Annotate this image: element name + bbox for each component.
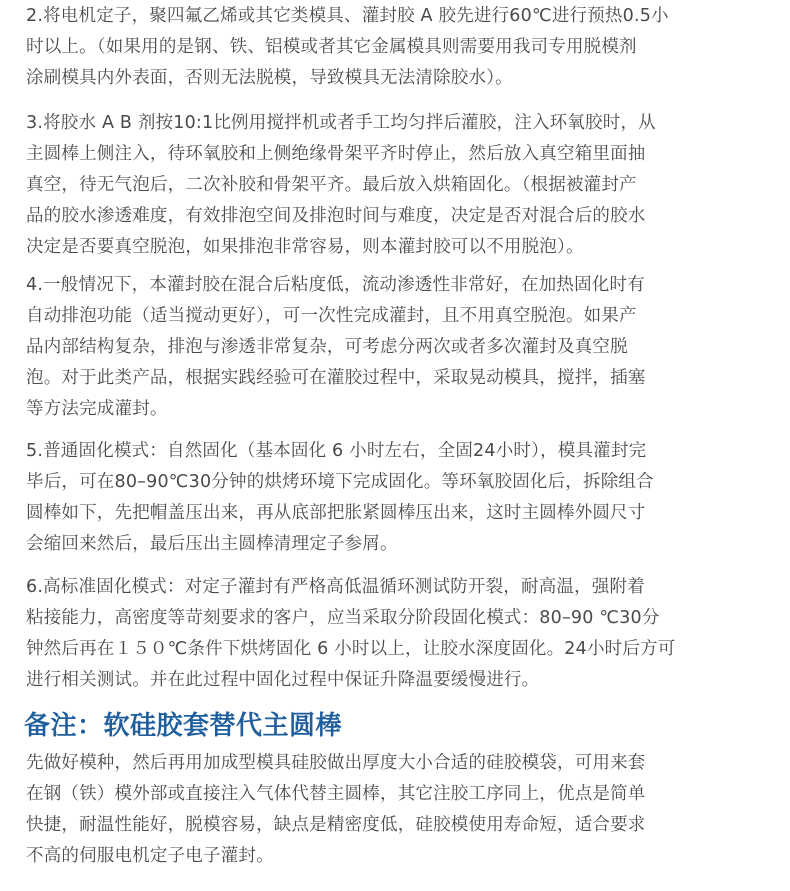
paragraph-step-5 xyxy=(26,436,771,560)
text-line: 主圆棒上侧注入，待环氧胶和上侧绝缘骨架平齐时停止，然后放入真空箱里面抽 xyxy=(26,144,646,164)
text-line: 进行相关测试。并在此过程中固化过程中保证升降温要缓慢进行。 xyxy=(26,670,540,690)
text-line: 圆棒如下，先把帽盖压出来，再从底部把胀紧圆棒压出来，这时主圆棒外圆尺寸 xyxy=(26,503,646,523)
text-line: 钟然后再在１５０℃条件下烘烤固化 6 小时以上，让胶水深度固化。24小时后方可 xyxy=(26,639,676,659)
text-line: 自动排泡功能（适当搅动更好），可一次性完成灌封，且不用真空脱泡。如果产 xyxy=(26,306,637,326)
text-line: 会缩回来然后，最后压出主圆棒清理定子参屑。 xyxy=(26,534,398,554)
text-line: 真空，待无气泡后，二次补胶和骨架平齐。最后放入烘箱固化。（根据被灌封产 xyxy=(26,175,637,195)
text-line: 品内部结构复杂，排泡与渗透非常复杂，可考虑分两次或者多次灌封及真空脱 xyxy=(26,337,628,357)
text-line: 快捷，耐温性能好，脱模容易，缺点是精密度低，硅胶模使用寿命短，适合要求 xyxy=(26,815,646,835)
text-line: 不高的伺服电机定子电子灌封。 xyxy=(26,846,274,866)
note-paragraph xyxy=(26,748,771,872)
paragraph-step-6 xyxy=(26,572,771,696)
paragraph-step-4 xyxy=(26,270,771,425)
text-line: 时以上。（如果用的是钢、铁、铝模或者其它金属模具则需要用我司专用脱模剂 xyxy=(26,37,637,57)
text-line: 在钢（铁）模外部或直接注入气体代替主圆棒，其它注胶工序同上，优点是简单 xyxy=(26,784,646,804)
text-line: 涂刷模具内外表面，否则无法脱模，导致模具无法清除胶水）。 xyxy=(26,68,513,88)
note-heading: 备注：软硅胶套替代主圆棒 xyxy=(24,711,343,741)
text-line: 品的胶水渗透难度，有效排泡空间及排泡时间与难度，决定是否对混合后的胶水 xyxy=(26,206,646,226)
text-line: 5.普通固化模式：自然固化（基本固化 6 小时左右，全固24小时），模具灌封完 xyxy=(26,441,647,461)
paragraph-step-3 xyxy=(26,108,771,263)
text-line: 4.一般情况下，本灌封胶在混合后粘度低，流动渗透性非常好，在加热固化时有 xyxy=(26,275,645,295)
text-line: 毕后，可在80–90℃30分钟的烘烤环境下完成固化。等环氧胶固化后，拆除组合 xyxy=(26,472,654,492)
text-line: 泡。对于此类产品，根据实践经验可在灌胶过程中，采取晃动模具，搅拌，插塞 xyxy=(26,368,646,388)
paragraph-step-2 xyxy=(26,1,771,94)
text-line: 先做好模种，然后再用加成型模具硅胶做出厚度大小合适的硅胶模袋，可用来套 xyxy=(26,753,646,773)
text-line: 6.高标准固化模式：对定子灌封有严格高低温循环测试防开裂，耐高温，强附着 xyxy=(26,577,645,597)
text-line: 粘接能力，高密度等苛刻要求的客户，应当采取分阶段固化模式：80–90 ℃30分 xyxy=(26,608,660,628)
text-line: 3.将胶水 A B 剂按10:1比例用搅拌机或者手工均匀拌后灌胶，注入环氧胶时，从 xyxy=(26,113,656,133)
text-line: 2.将电机定子，聚四氟乙烯或其它类模具、灌封胶 A 胶先进行60℃进行预热0.5小 xyxy=(26,6,669,26)
text-line: 等方法完成灌封。 xyxy=(26,399,168,419)
text-line: 决定是否要真空脱泡，如果排泡非常容易，则本灌封胶可以不用脱泡）。 xyxy=(26,237,584,257)
